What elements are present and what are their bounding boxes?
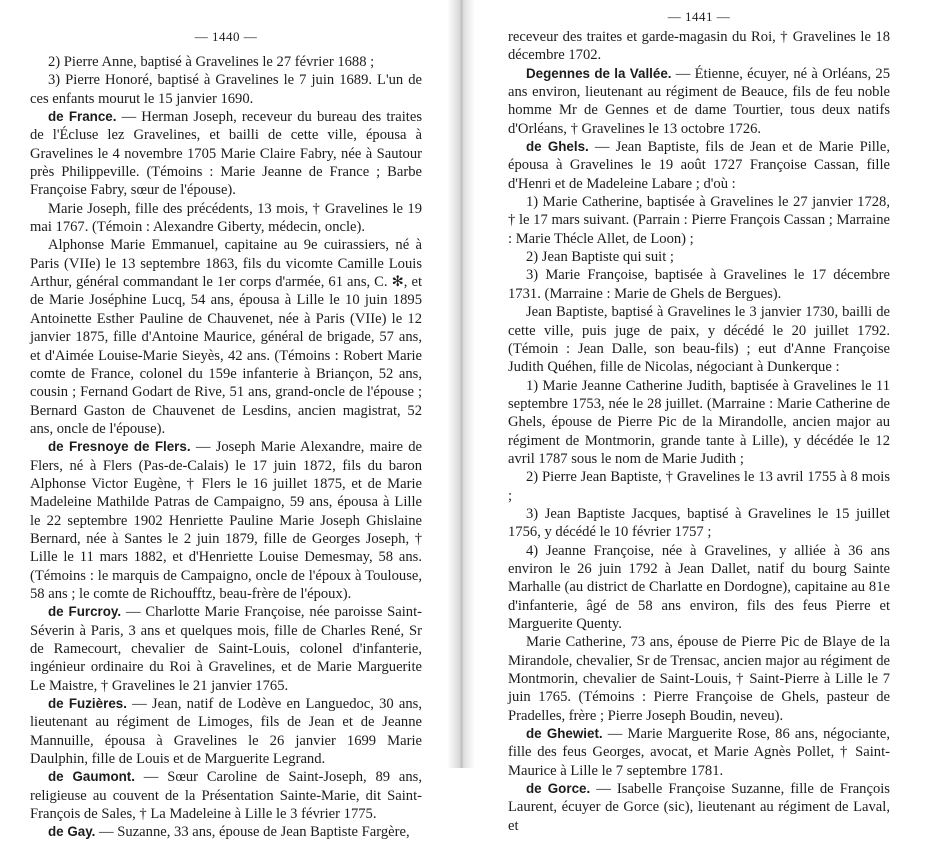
entry-heading: Degennes de la Vallée. <box>526 65 672 81</box>
paragraph-text: 3) Jean Baptiste Jacques, baptisé à Gravelines le 15 juillet 1756, y décédé le 10 février 1757 ; <box>508 505 890 541</box>
list-item <box>508 377 890 469</box>
book-gutter <box>447 0 475 768</box>
paragraph-text: — Jean Baptiste, fils de Jean et de Marie Pille, épousa à Gravelines le 19 août 1727 Françoise Cassan, fille d'Henri et de Madeleine Labare ; d'où : <box>508 139 890 192</box>
list-item <box>508 468 890 505</box>
entry-heading: de Gay. <box>48 824 96 840</box>
entry-heading: de France. <box>48 109 117 125</box>
entry-paragraph <box>508 725 890 780</box>
paragraph-text: — Charlotte Marie Françoise, née paroisse Saint-Séverin à Paris, 3 ans et quelques mois, fille de Charles René, Sr de Ramecourt, chevalier de Saint-Louis, colonel d'infanterie, ingénieur ordinaire du Roi à Gravelines, et de Marie Marguerite Le Maistre, † Gravelines le 21 janvier 1765. <box>30 604 422 694</box>
list-item <box>30 71 422 108</box>
paragraph-text: — Herman Joseph, receveur du bureau des traites de l'Écluse lez Gravelines, et bailli de cette ville, épousa à Gravelines le 4 novembre 1705 Marie Claire Fabry, née à Sautour près Philippeville. (Témoins : Marie Jeanne de France ; Barbe Françoise Fabry, sœur de l'épouse). <box>30 109 422 199</box>
paragraph-text: — Jean, natif de Lodève en Languedoc, 30 ans, lieutenant au régiment de Limoges, fils de Jean et de Jeanne Mannuille, épousa à Gravelines le 26 janvier 1699 Marie Daulphin, fille de Louis et de Marguerite Legrand. <box>30 696 422 768</box>
entry-paragraph <box>508 65 890 138</box>
paragraph-text: 1) Marie Jeanne Catherine Judith, baptisée à Gravelines le 11 septembre 1753, née le 28 juillet. (Marraine : Marie Catherine de Ghels, épouse de Pierre Pic de la Mirandolle, ancien major au régiment de Montmorin, grande tante à Lille), y décédée le 12 avril 1787 sous le nom de Marie Judith ; <box>508 377 890 467</box>
paragraph-text: Alphonse Marie Emmanuel, capitaine au 9e cuirassiers, né à Paris (VIIe) le 13 septembre 1863, fils du vicomte Camille Louis Arthur, général commandant le 1er corps d'armée, 61 ans, C. ✻, et de Marie Joséphine Lucq, 54 ans, épousa à Lille le 10 juin 1895 Antoinette Esther Pauline de Chauvenet, née à Paris (VIIe) le 12 janvier 1875, fille d'Antoine Maurice, général de brigade, 57 ans, et d'Aimée Louise-Marie Sieyès, 42 ans. (Témoins : Robert Marie comte de France, colonel du 159e infanterie à Briançon, 52 ans, cousin ; Fernand Godart de Rive, 51 ans, grand-oncle de l'épouse ; Bernard Gaston de Chauvenet de Lesdins, ancien magistrat, 52 ans, oncle de l'épouse). <box>30 237 422 437</box>
entry-paragraph <box>508 633 890 725</box>
paragraph-text: — Sœur Caroline de Saint-Joseph, 89 ans, religieuse au couvent de la Présentation Sainte-Marie, dit Saint-François de Sales, † La Madeleine à Lille le 3 février 1775. <box>30 769 422 823</box>
paragraph-text: Marie Joseph, fille des précédents, 13 mois, † Gravelines le 19 mai 1767. (Témoin : Alexandre Giberty, médecin, oncle). <box>30 200 422 236</box>
entry-paragraph <box>30 695 422 768</box>
entry-heading: de Ghewiet. <box>526 726 603 742</box>
entry-paragraph <box>30 823 422 841</box>
paragraph-text: 4) Jeanne Françoise, née à Gravelines, y alliée à 36 ans environ le 26 juin 1792 à Jean Dallet, natif du bourg Sainte Marhalle (au district de Charlatte en Dordogne), capitaine au 81e d'infanterie, âgé de 58 ans environ, fils des feus Pierre et Marguerite Quenty. <box>508 542 890 632</box>
page-number: — 1440 — <box>194 29 258 44</box>
entry-heading: de Gorce. <box>526 781 591 797</box>
entry-paragraph <box>508 303 890 376</box>
list-item <box>508 193 890 248</box>
entry-heading: de Fresnoye de Flers. <box>48 439 191 455</box>
paragraph-text: receveur des traites et garde-magasin du Roi, † Gravelines le 18 décembre 1702. <box>508 29 890 64</box>
entry-heading: de Furcroy. <box>48 604 122 620</box>
paragraph-text: Marie Catherine, 73 ans, épouse de Pierre Pic de Blaye de la Mirandole, chevalier, Sr de Trensac, ancien major au régiment de Montmorin, chevalier de Saint-Louis, † Saint-Pierre à Lille le 7 juin 1765. (Témoins : Pierre Françoise de Ghels, pasteur de Pradelles, frère ; Pierre Joseph Boudin, neveu). <box>508 634 890 724</box>
paragraph-text: 2) Jean Baptiste qui suit ; <box>526 249 674 266</box>
entry-paragraph <box>30 236 422 438</box>
entry-heading: de Gaumont. <box>48 769 135 785</box>
entry-paragraph <box>508 780 890 835</box>
paragraph-text: 3) Pierre Honoré, baptisé à Gravelines le 7 juin 1689. L'un de ces enfants mourut le 15 janvier 1690. <box>30 72 422 107</box>
paragraph-text: 1) Marie Catherine, baptisée à Gravelines le 27 janvier 1728, † le 17 mars suivant. (Parrain : Pierre François Cassan ; Marraine : Marie Thécle Allet, de Loon) ; <box>508 194 890 247</box>
paragraph-text: 3) Marie Françoise, baptisée à Gravelines le 17 décembre 1731. (Marraine : Marie de Ghels de Bergues). <box>508 267 890 302</box>
right-page <box>508 0 890 834</box>
list-item <box>508 248 890 266</box>
paragraph-text: — Joseph Marie Alexandre, maire de Flers, né à Flers (Pas-de-Calais) le 17 juin 1872, fils du baron Alphonse Victor Eugène, † Flers le 16 juillet 1875, et de Marie Madeleine Mathilde Patras de Campaigno, 59 ans, épousa à Lille le 22 septembre 1902 Henriette Pauline Marie Joseph Ghislaine Bernard, née à Santes le 2 juin 1879, fille de Georges Joseph, † Lille le 11 mars 1882, et d'Henriette Louise Demesmay, 58 ans. (Témoins : le marquis de Campaigno, oncle de l'époux à Toulouse, 58 ans ; le comte de Richoufftz, beau-frère de l'époux). <box>30 439 422 602</box>
left-page <box>30 0 422 841</box>
entry-heading: de Fuzières. <box>48 696 127 712</box>
entry-paragraph <box>508 138 890 193</box>
entry-paragraph <box>30 768 422 823</box>
list-item <box>508 505 890 542</box>
paragraph-text: — Isabelle Françoise Suzanne, fille de François Laurent, écuyer de Gorce (sic), lieutenant au régiment de Laval, et <box>508 781 890 834</box>
paragraph-text: 2) Pierre Jean Baptiste, † Gravelines le 13 avril 1755 à 8 mois ; <box>508 469 890 504</box>
entry-paragraph <box>30 200 422 237</box>
continued-paragraph <box>508 28 890 65</box>
entry-heading: de Ghels. <box>526 139 589 155</box>
paragraph-text: Jean Baptiste, baptisé à Gravelines le 3 janvier 1730, bailli de cette ville, puis juge de paix, y décédé le 20 juillet 1792. (Témoin : Jean Dalle, son beau-fils) ; eut d'Anne Françoise Judith Quéhen, fille de Nicolas, négociant à Dunkerque : <box>508 304 890 376</box>
paragraph-text: — Suzanne, 33 ans, épouse de Jean Baptiste Fargère, <box>95 824 410 841</box>
paragraph-text: 2) Pierre Anne, baptisé à Gravelines le 27 février 1688 ; <box>48 54 375 70</box>
page-number: — 1441 — <box>667 9 731 24</box>
paragraph-text: — Étienne, écuyer, né à Orléans, 25 ans environ, lieutenant au régiment de Beauce, fils de feu noble homme Mr de Gennes et de dame Tourtier, tous deux natifs d'Orléans, † Gravelines le 13 octobre 1726. <box>508 65 890 137</box>
paragraph-text: — Marie Marguerite Rose, 86 ans, négociante, fille des feus Georges, avocat, et Marie Agnès Pollet, † Saint-Maurice à Lille le 7 septembre 1781. <box>508 726 890 779</box>
entry-paragraph <box>30 438 422 603</box>
list-item <box>508 542 890 634</box>
entry-paragraph <box>30 108 422 200</box>
list-item <box>30 53 422 71</box>
list-item <box>508 266 890 303</box>
entry-paragraph <box>30 603 422 695</box>
